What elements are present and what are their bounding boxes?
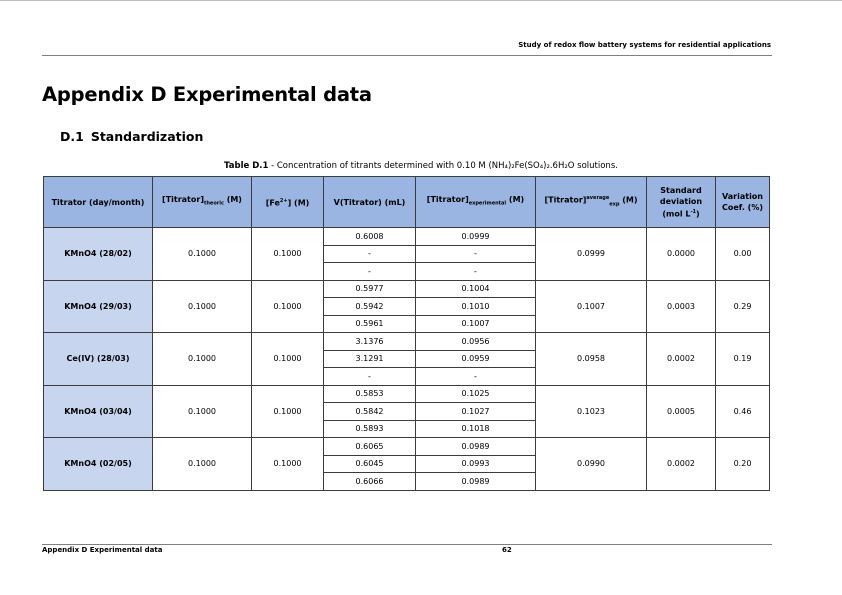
cell-std-deviation: 0.0002 bbox=[647, 438, 716, 491]
cell-titrator: Ce(IV) (28/03) bbox=[44, 333, 153, 386]
cell-experimental: 0.0989 bbox=[416, 473, 536, 491]
cell-experimental: 0.1018 bbox=[416, 420, 536, 438]
table-header-row bbox=[44, 177, 770, 228]
cell-volume: 0.5853 bbox=[324, 385, 416, 403]
header-fe: $[Fe^{2+}]$ (M) bbox=[252, 177, 324, 228]
header-variation: Variation Coef. (%) bbox=[716, 177, 770, 228]
table-row bbox=[44, 438, 770, 456]
cell-variation: 0.00 bbox=[716, 228, 770, 281]
footer-chapter: Appendix D Experimental data bbox=[42, 546, 163, 554]
cell-volume: 0.5842 bbox=[324, 403, 416, 421]
chapter-title: Appendix D Experimental data bbox=[42, 83, 372, 106]
cell-volume: 0.6045 bbox=[324, 455, 416, 473]
cell-volume: 0.6065 bbox=[324, 438, 416, 456]
header-rule bbox=[42, 55, 772, 56]
table-row bbox=[44, 228, 770, 246]
cell-experimental: 0.1004 bbox=[416, 280, 536, 298]
cell-theoric: 0.1000 bbox=[153, 333, 252, 386]
cell-std-deviation: 0.0005 bbox=[647, 385, 716, 438]
cell-volume: 3.1376 bbox=[324, 333, 416, 351]
header-volume: V(Titrator) (mL) bbox=[324, 177, 416, 228]
cell-experimental: 0.1010 bbox=[416, 298, 536, 316]
cell-variation: 0.46 bbox=[716, 385, 770, 438]
cell-average: 0.0958 bbox=[536, 333, 647, 386]
cell-experimental: 0.0956 bbox=[416, 333, 536, 351]
cell-volume: 3.1291 bbox=[324, 350, 416, 368]
cell-volume: 0.6008 bbox=[324, 228, 416, 246]
cell-std-deviation: 0.0002 bbox=[647, 333, 716, 386]
cell-fe: 0.1000 bbox=[252, 228, 324, 281]
cell-experimental: - bbox=[416, 368, 536, 386]
cell-variation: 0.20 bbox=[716, 438, 770, 491]
header-average: [Titrator]$^{average}_{exp}$ (M) bbox=[536, 177, 647, 228]
cell-experimental: 0.0999 bbox=[416, 228, 536, 246]
caption-label: Table D.1 bbox=[224, 161, 269, 171]
cell-average: 0.1007 bbox=[536, 280, 647, 333]
footer-rule bbox=[42, 544, 772, 545]
cell-volume: 0.5893 bbox=[324, 420, 416, 438]
cell-volume: 0.5942 bbox=[324, 298, 416, 316]
cell-fe: 0.1000 bbox=[252, 280, 324, 333]
running-header: Study of redox flow battery systems for residential applications bbox=[518, 41, 771, 49]
cell-variation: 0.29 bbox=[716, 280, 770, 333]
cell-theoric: 0.1000 bbox=[153, 228, 252, 281]
standardization-table bbox=[43, 176, 770, 491]
cell-experimental: 0.0959 bbox=[416, 350, 536, 368]
header-theoric: $[Titrator]_{theoric}$ (M) bbox=[153, 177, 252, 228]
cell-average: 0.0990 bbox=[536, 438, 647, 491]
cell-experimental: - bbox=[416, 245, 536, 263]
top-border bbox=[0, 0, 842, 1]
cell-theoric: 0.1000 bbox=[153, 385, 252, 438]
cell-experimental: 0.1007 bbox=[416, 315, 536, 333]
cell-experimental: 0.1027 bbox=[416, 403, 536, 421]
cell-theoric: 0.1000 bbox=[153, 438, 252, 491]
cell-fe: 0.1000 bbox=[252, 385, 324, 438]
cell-titrator: KMnO4 (02/05) bbox=[44, 438, 153, 491]
cell-volume: 0.5977 bbox=[324, 280, 416, 298]
caption-text: - Concentration of titrants determined with 0.10 M (NH₄)₂Fe(SO₄)₂.6H₂O solutions. bbox=[268, 161, 618, 171]
cell-titrator: KMnO4 (03/04) bbox=[44, 385, 153, 438]
cell-average: 0.1023 bbox=[536, 385, 647, 438]
cell-volume: - bbox=[324, 263, 416, 281]
table-row bbox=[44, 280, 770, 298]
cell-fe: 0.1000 bbox=[252, 438, 324, 491]
cell-titrator: KMnO4 (29/03) bbox=[44, 280, 153, 333]
cell-experimental: - bbox=[416, 263, 536, 281]
cell-std-deviation: 0.0003 bbox=[647, 280, 716, 333]
cell-titrator: KMnO4 (28/02) bbox=[44, 228, 153, 281]
cell-variation: 0.19 bbox=[716, 333, 770, 386]
cell-experimental: 0.1025 bbox=[416, 385, 536, 403]
cell-fe: 0.1000 bbox=[252, 333, 324, 386]
header-titrator: Titrator (day/month) bbox=[44, 177, 153, 228]
cell-average: 0.0999 bbox=[536, 228, 647, 281]
cell-experimental: 0.0989 bbox=[416, 438, 536, 456]
section-number: D.1 bbox=[60, 129, 84, 144]
cell-volume: - bbox=[324, 368, 416, 386]
header-experimental: $[Titrator]_{experimental}$ (M) bbox=[416, 177, 536, 228]
cell-volume: 0.6066 bbox=[324, 473, 416, 491]
cell-volume: - bbox=[324, 245, 416, 263]
table-row bbox=[44, 385, 770, 403]
cell-volume: 0.5961 bbox=[324, 315, 416, 333]
cell-theoric: 0.1000 bbox=[153, 280, 252, 333]
section-heading bbox=[60, 129, 203, 144]
section-title: Standardization bbox=[90, 129, 204, 144]
cell-std-deviation: 0.0000 bbox=[647, 228, 716, 281]
header-std-deviation: Standard deviation (mol $L^{-1}$) bbox=[647, 177, 716, 228]
table-caption bbox=[0, 161, 842, 171]
table-row bbox=[44, 333, 770, 351]
cell-experimental: 0.0993 bbox=[416, 455, 536, 473]
page-number: 62 bbox=[502, 546, 512, 554]
